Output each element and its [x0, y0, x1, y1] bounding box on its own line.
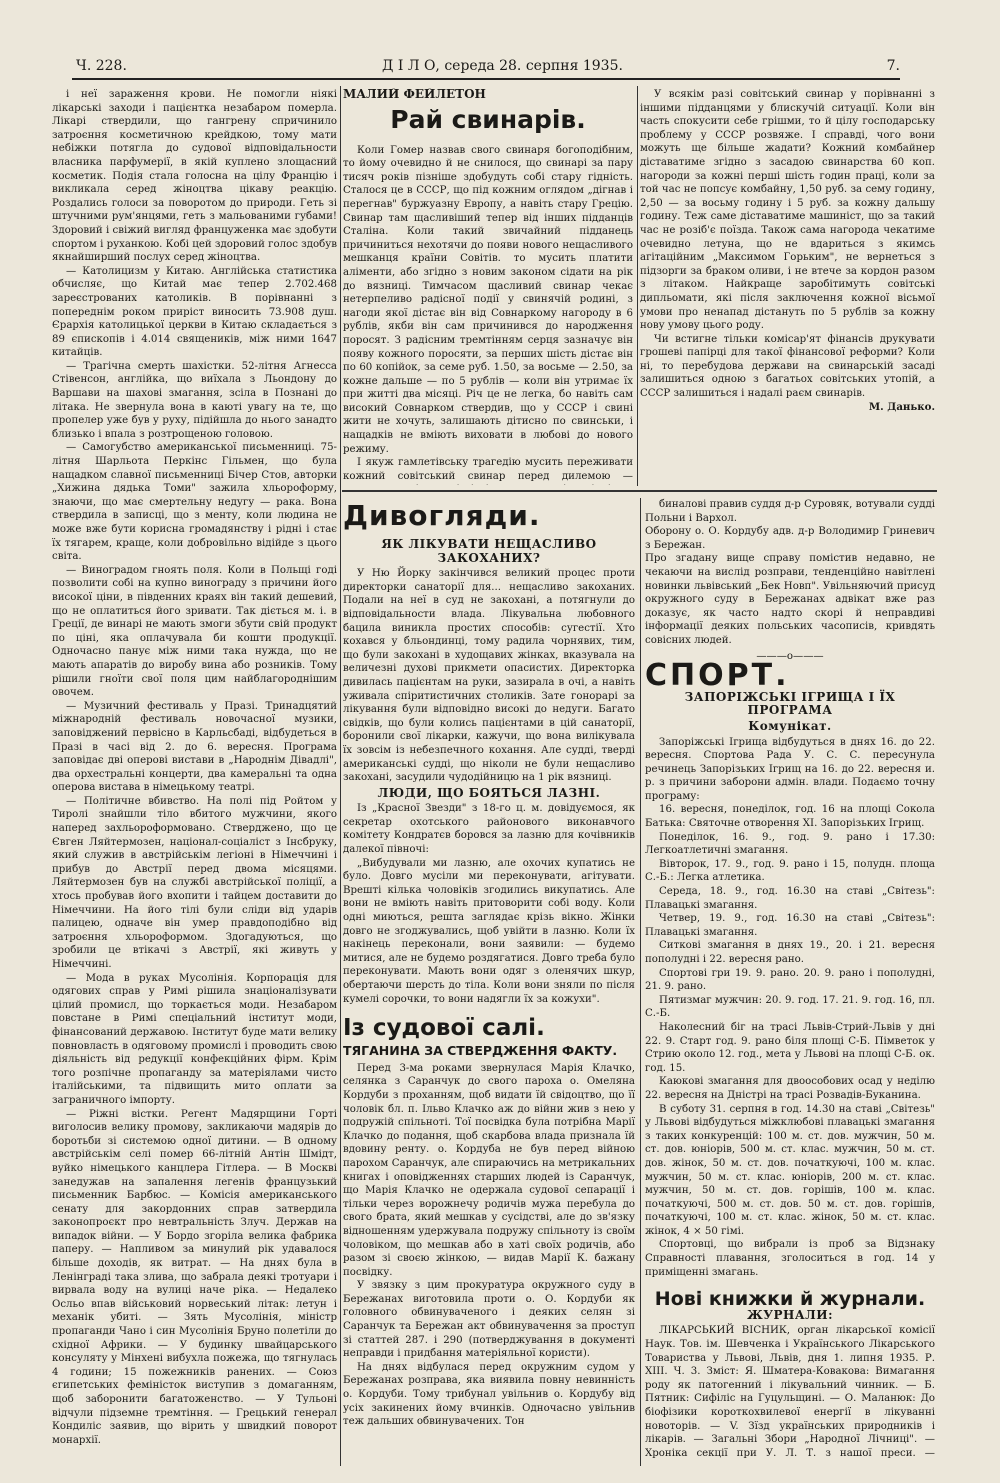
- curiosities-subtitle: ЯК ЛІКУВАТИ НЕЩАСЛИВО ЗАКОХАНИХ?: [381, 537, 597, 565]
- court-paragraph: Перед 3-ма роками звернулася Марія Клачко, селянка з Саранчук до свого пароха о. Омеляна Кордуби з проханням, щоб видати їй свідоцтво, що її чоловік бл. п. Ільво Клачко аж до війни жив з нею у подружій спільноті. Тої посвідка була потрібна Марії Клачко до подання, щоб скарбова влада признала їй вдовину ренту. о. Кордуба не був перед війною парохом Саранчук, але спираючись на метрикальних книгах і оповідженнях старших людей із Саранчук, що Марія Клачко не одержала судової сепарації і тільки через ворожнечу родичів мужа перебула до свого брата, який мешкав у сусідстві, але до зв'язку відношенням удержувала подружу спільноту із своїм чоловіком, що мешкав або в хаті своїх родичів, або разом зі своєю жінкою, — видав Марії К. бажану посвідку.: [343, 1062, 635, 1278]
- sport-item: Каюкові змагання для двоособових осад у неділю 22. вересня на Дністрі на трасі Розвадів-Буканина.: [645, 1076, 935, 1101]
- news-item: — Католицизм у Китаю. Англійська статистика обчисляє, що Китай має тепер 2.702.468 зареєстрованих католиків. В порівнанні з попереднім роком приріст виносить 73.908 душ. Єрархія католицької церкви в Китаю складається з 89 єпископів і 4.014 священиків, між ними 1647 китайців.: [52, 265, 337, 359]
- sport-item: Пятизмаг мужчин: 20. 9. год. 17. 21. 9. год. 16, пл. С.-Б.: [645, 994, 935, 1020]
- curiosities-title: Дивогляди.: [343, 499, 541, 532]
- column-rule: [340, 86, 341, 1466]
- column-rule: [637, 86, 638, 486]
- sport-item: Наколесний біг на трасі Львів-Стрий-Львів у дні 22. 9. Старт год. 9. рано біля площі С-Б. Пімветок у Стрию около 12. год., мета у Львові на площі С-Б. ок. год. 15.: [645, 1021, 935, 1074]
- news-column: [52, 88, 337, 1458]
- page-header: [72, 56, 900, 80]
- news-item: — Політичне вбивство. На полі під Ройтом у Тиролі знайшли тіло вбитого мужчини, якого наперед захльороформовано. Стверджено, що це Євген Ляйтермозен, націонал-соціаліст з Інсбруку, який служив в австрійськім легіоні в Німеччині і прибув до Австрії перед двома місяцями. Ляйтермозен був на службі австрійської поліції, а хтось пробував його вхопити і тайцем доставити до Німеччини. На його тілі були сліди від ударів палицею, одначе він умер правдоподібно від затроєння хльороформом. Здогадуються, що зробили це втікачі з Австрії, які живуть у Німеччині.: [52, 795, 337, 970]
- masthead-date: Д І Л О, середа 28. серпня 1935.: [382, 58, 623, 74]
- curiosities-paragraph: У Ню Йорку закінчився великий процес проти директорки санаторії для... нещасливо закоханих. Подали на неї в суд не закохані, а потягнули до відповідальности влада. Лікувальна любовного бацила виникла простих способів: сугестії. Хто кохався у бльондинці, тому радила чорнявих, тим, що були закохані в худощавих жінках, вказувала на величезні духові прикмети опасистих. Директорка дивилась пацієнтам на руки, зазирала в очі, а навіть уживала спіритистичних столиків. Зате гонорарі за лікування були відповідно високі до недуги. Багато свідків, що були колись пацієнтами в цій санаторії, боронили свої лікарки, кажучи, що вона вилікувала їх зовсім із небезпечного кохання. Але судді, тверді американські судді, що ніколи не були нещасливо закохані, засудили чудодійницю на 1 рік вязниці.: [343, 568, 635, 784]
- feuilleton-paragraph: Чи встигне тільки комісар'ят фінансів друкувати грошеві папірці для такої фінансової реформи? Коли ні, то перебудова держави на свинарській засаді залишиться одною з багатьох совітських утопій, а СССР залишиться і надалі раєм свинарів.: [640, 333, 935, 400]
- sport-item: Четвер, 19. 9., год. 16.30 на ставі „Світезь": Плавацькі змагання.: [645, 913, 935, 938]
- sport-paragraph: Запоріжські Ігрища відбудуться в днях 16. до 22. вересня. Спортова Рада У. С. С. пересунула речинець Запорізьких Ігрищ на 16. до 22. вересня и. р. з причини заборони адмін. влади. Подаємо точну програму:: [645, 736, 935, 802]
- feuilleton-paragraph: У всякім разі совітський свинар у порівнанні з іншими підданцями у блискучій ситуації. Коли він часть спокусити себе грішми, то й цілу господарську проблему у СССР розвяже. І справді, чого вони можуть ще більше жадати? Кожний комбайнер діставатиме згідно з засадою свинарства 60 коп. нагороди за кожні перші шість годин праці, коли за той час не попсує комбайну, 1,50 руб. за сему годину, 2,50 — за восьму годину і 5 руб. за кожну дальшу годину. Теж саме діставатиме машиніст, що за такий час не розіб'є поїзда. Також сама нагорода чекатиме очевидно летуна, що не вдариться з якимсь агітаційним „Максимом Горьким", не вернеться з підзорги за браком оливи, і не втече за кордон разом з літаком. Найкраще заробітимуть совітські дипльомати, які після заключення кожної вісьмої умови про ненапад дістануть по 5 рублів за кожну нову умову цього роду.: [640, 89, 935, 332]
- sport-communique: Комунікат.: [748, 718, 832, 733]
- news-item: — Музичний фестиваль у Празі. Тринадцятий міжнародній фестиваль новочасної музики, заповіджений первісно в Карльсбаді, відбудеться в Празі в часі від 2. до 6. вересня. Програма заповідає дві оперові вистави в „Народнім Дівадлі", два орхестральні концерти, два камеральні та одна оперова вистава в німецькому театрі.: [52, 700, 337, 794]
- news-item: — Самогубство американської письменниці. 75-літня Шарльота Перкінс Гільмен, що була нащадком славної письменниці Бічер Стов, авторки „Хижина дядька Томи" зажила хльороформу, знаючи, що має смертельну недугу — рака. Вона ствердила в записці, що з менту, коли людина не може вже бути корисна громадянству і рідні і стає їх тягарем, краще, коли добровільно відійде з цього світа.: [52, 442, 337, 563]
- sport-column: [645, 498, 935, 1458]
- section-rule: [342, 490, 937, 492]
- news-item: — Трагічна смерть шахістки. 52-літня Агнесса Стівенсон, англійка, що виїхала з Льондону до Варшави на шахові змагання, зсіла в Познані до літака. Не звернула вона в каюті увагу на те, що пропелер уже був у руху, підійшла до нього занадто близько і впала з розтрощеною головою.: [52, 360, 337, 440]
- news-item: — Ріжні вістки. Регент Мадярщини Горті виголосив велику промову, закликаючи мадярів до боротьби зі системою одної дитини. — В одному австрійськім селі помер 66-літній Антін Шмідт, вуйко німецького канцлера Гітлера. — В Москві занедужав на запалення легенів французький письменник Барбюс. — Комісія американського сенату для закордонних справ затвердила законопроєкт про невтральність Злуч. Держав на випадок війни. — У Бордо згоріла велика фабрика паперу. — Напливом за минулий рік удавалося більше доходів, як витрат. — На днях була в Ленінграді така злива, що забрала деякі тротуари і вирвала воду на вулиці наче ріка. — Недалеко Осльо впав військовий норвеський літак: летун і механік убиті. — Зять Мусолінія, міністр пропаганди Чано і син Мусолінія Бруно полетіли до східної Африки. — У будинку швайцарського консуляту у Мінхені вибухла пожежа, що тягнулась 4 години; 15 пожежників ранених. — Союз єгипетських феміністок виступив з домаганням, щоб заборонити багатоженство. — У Тульоні відчули підземне тремтіння. — Грецький генерал Кондиліс заявив, що вірить у швидкий поворот монархії.: [52, 1108, 337, 1446]
- sport-item: 16. вересня, понеділок, год. 16 на площі Сокола Батька: Святочне отворення XI. Запорізьких Ігрищ.: [645, 804, 935, 830]
- curiosities-subtitle: ЛЮДИ, ЩО БОЯТЬСЯ ЛАЗНІ.: [377, 785, 601, 800]
- curiosities-column: [343, 498, 635, 1458]
- curiosities-paragraph: „Вибудували ми лазню, але охочих купатись не було. Довго мусіли ми переконувати, агітувати. Врешті кілька чоловіків згодились викупатись. Але вони не вміють навіть притоворити собі воду. Коли одні миються, решта заглядає крізь вікно. Жінки довго не згоджувались, щоб увійти в лазню. Коли їх накінець переконали, вони заявили: — будемо митися, але не будемо роздягатися. Довго треба було переконувати. Мають вони одяг з оленячих шкур, обертаючи шерсть до тіла. Коли вони зняли по після кумелі сорочки, то вони надягли їх за кожухи".: [343, 857, 635, 1005]
- books-title: Нові книжки й журнали.: [654, 1288, 926, 1311]
- court-paragraph: На днях відбулася перед окружним судом у Бережанах розправа, яка виявила повну невинність о. Кордуби. Тому трибунал увільнив о. Кордубу від усіх закинених йому вчинків. Одночасно увільнив теж дальших обвинувачених. Тон: [343, 1361, 635, 1428]
- sport-subtitle: ЗАПОРІЖСЬКІ ІГРИЩА І ЇХ ПРОГРАМА: [684, 689, 896, 718]
- column-rule: [640, 498, 641, 1466]
- books-paragraph: ЛІКАРСЬКИЙ ВІСНИК, орган лікарської комісії Наук. Тов. ім. Шевченка і Українського Лікарського Товариства у Львові, Львів, дня 1. липня 1935. Р. XIII. Ч. 3. Зміст: Я. Шматера-Ковакова: Вимагання роду як патогенний і лікувальний чинник. — Б. Пятник: Сифіліс на Гуцульщині. — О. Маланюк: До біофізики короткохвилевої енергії в лікуванні новоторів. — V. Зїзд українських природників і лікарів. — Загальні Збори „Народної Лічниці". — Хроніка секції при У. Л. Т. з нашої преси. —: [645, 1325, 935, 1458]
- court-paragraph: У звязку з цим прокуратура окружного суду в Бережанах виготовила проти о. О. Кордуби як головного обвинуваченого і деяких селян зі Саранчук та Бережан акт обвинувачення за проступ зі статтей 287. і 290 (потверджування в документі неправди і придбання матеріяльної користи).: [343, 1280, 635, 1360]
- court-continuation: биналові правив суддя д-р Суровяк, вотували судді Польни і Вархол. Оборону о. О. Кордубу адв. д-р Володимир Гриневич з Бережан. Про згадану вище справу помістив недавно, не чекаючи на вислід розправи, тенденційно навітлені новинки львівський „Бек Новп". Увільняючий присуд окружного суду в Бережанах адвікат вже раз доказує, як часто надто скорі й неправдиві інформації деяких польських часописів, кривдять совісних людей.: [645, 499, 935, 646]
- feuilleton-paragraph: Коли Гомер назвав свого свинаря богоподібним, то йому очевидно й не снилося, що свинарі за пару тисяч років пізніше здобудуть собі стару гідність. Сталося це в СССР, що під кожним оглядом „дігнав і перегнав" буржуазну Европу, а навіть стару Грецію. Свинар там щасливіший тепер від інших підданців Сталіна. Коли такий звичайний підданець причиниться нехотячи до появи нового нещасливого мешканця країни Совітів. то мусить платити аліменти, або згідно з новим законом сідати на рік до вязниці. Тимчасом щасливий свинар чекає нетерпеливо радісної події у свинячій родині, з нагоди якої дістає він від Совнаркому нагороду в 6 рублів, якби він сам причинився до народження поросят. З радісним тремтінням серця зазначує він появу кожного поросяти, за перших шість дістає він по 60 копійок, за семе руб. 1.50, за восьме — 2.50, за кожне дальше — по 5 рублів — коли він утримає їх при житті два місяці. Річ це не легка, бо навіть сам високий Совнарком ствердив, що у СССР і свині жити не хочуть, залишають дітисно по свинськи, і нащадків не вміють виховати в любові до нового режиму.: [343, 144, 633, 455]
- sport-paragraph: В суботу 31. серпня в год. 14.30 на ставі „Світезь" у Львові відбудуться міжклюбові плавацькі змагання з таких конкуренцій: 100 м. ст. дов. мужчин, 50 м. ст. дов. юніорів, 500 м. ст. клас. мужчин, 50 м. ст. дов. жінок, 50 м. ст. дов. початкуючі, 100 м. клас. мужчин, 50 м. ст. клас. юніорів, 200 м. ст. клас. мужчин, 50 м. ст. дов. горішів, 100 м. клас. початкуючі, 500 м. ст. дов. 50 м. ст. дов. горішів, початкуючі, 100 м. ст. клас. жінок, 50 м. ст. клас. жінок, 4 × 50 гімі.: [645, 1103, 935, 1237]
- books-subtitle: ЖУРНАЛИ:: [747, 1307, 833, 1322]
- court-subtitle: ТЯГАНИНА ЗА СТВЕРДЖЕННЯ ФАКТУ.: [343, 1043, 618, 1059]
- sport-item: Ситкові змагання в днях 19., 20. і 21. вересня пополудні і 22. вересня рано.: [645, 940, 935, 965]
- feuilleton-paragraph: І якуж гамлетівську трагедію мусить переживати кожний совітський свинар перед дилемою —: [343, 457, 633, 482]
- separator: ———o———: [756, 650, 824, 662]
- curiosities-paragraph: Із „Красної Звезди" з 18-го ц. м. довідуємося, як секретар охотського районового виконавчого комітету Кондратєв боровся за лазню для кочівників далекої півночі:: [343, 803, 635, 856]
- page-number-left: Ч. 228.: [76, 58, 127, 74]
- feuilleton-title: Рай свинарів.: [390, 104, 586, 134]
- sport-item: Понеділок, 16. 9., год. 9. рано і 17.30: Легкоатлетичні змагання.: [645, 831, 935, 857]
- sport-item: Спортові гри 19. 9. рано. 20. 9. рано і пополудні, 21. 9. рано.: [645, 967, 935, 993]
- news-item: і неї зараження крови. Не помогли ніякі лікарські заходи і пацієнтка незабаром померла. Лікарі ствердили, що гангрену спричинило затроєння косметичною крейдкою, тому мати небіжки потягла до судової відповідальности власника парфумерії, в якій куплено злощасний косметик. Подія стала голосна на цілу Францію і викликала серед жіноцтва цікаву реакцію. Роздались голоси за поворотом до природи. Геть зі штучними рум'янцями, геть з мальованими губами! Здоровий і свіжий вигляд француженка має здобути спортом і руханкою. Кобі цей здоровий голос здобув якнайширший послух серед жіноцтва.: [52, 89, 337, 264]
- sport-title: СПОРТ.: [645, 658, 790, 694]
- news-item: — Мода в руках Мусолінія. Корпорація для одягових справ у Римі рішила знаціоналізувати цілий промисл, що торкається моди. Незабаром повстане в Римі спеціальний інститут моди, фінансований державою. Інститут буде мати велику повновласть в одяговому промислі і проводить свою діяльність від редукції конфекційних фірм. Крім того розпічне пропаганду за матеріялами чисто італійськими, та підвищить мито оплати за заграничного імпорту.: [52, 972, 337, 1106]
- page-number-right: 7.: [886, 58, 900, 74]
- news-item: — Виноградом гноять поля. Коли в Польщі годі позволити собі на купно винограду з причини його високої ціни, в південних краях він такий дешевий, що не оплатиться його зривати. Так діється м. і. в Греції, де винарі не мають змоги збути свій продукт по ціні, яка оплачувала би кошти продукції. Одночасно панує між ними така нужда, що не мають апаратів до виробу вина або розників. Тому рішили гноїти свої поля цим найблагороднішим овочем.: [52, 564, 337, 699]
- feuilleton-kicker: МАЛИЙ ФЕЙЛЕТОН: [343, 88, 486, 101]
- feuilleton-left: [343, 88, 633, 485]
- sport-item: Вівторок, 17. 9., год. 9. рано і 15, полудн. площа С.-Б.: Легка атлетика.: [645, 858, 935, 884]
- sport-paragraph: Спортовці, що вибрали із проб за Відзнаку Справності плавання, зголоситься в год. 14 у приміщенні змагань.: [645, 1239, 935, 1278]
- feuilleton-signature: М. Данько.: [868, 400, 935, 413]
- sport-item: Середа, 18. 9., год. 16.30 на ставі „Світезь": Плавацькі змагання.: [645, 886, 935, 911]
- feuilleton-right: [640, 88, 935, 485]
- court-title: Із судової салі.: [343, 1015, 545, 1042]
